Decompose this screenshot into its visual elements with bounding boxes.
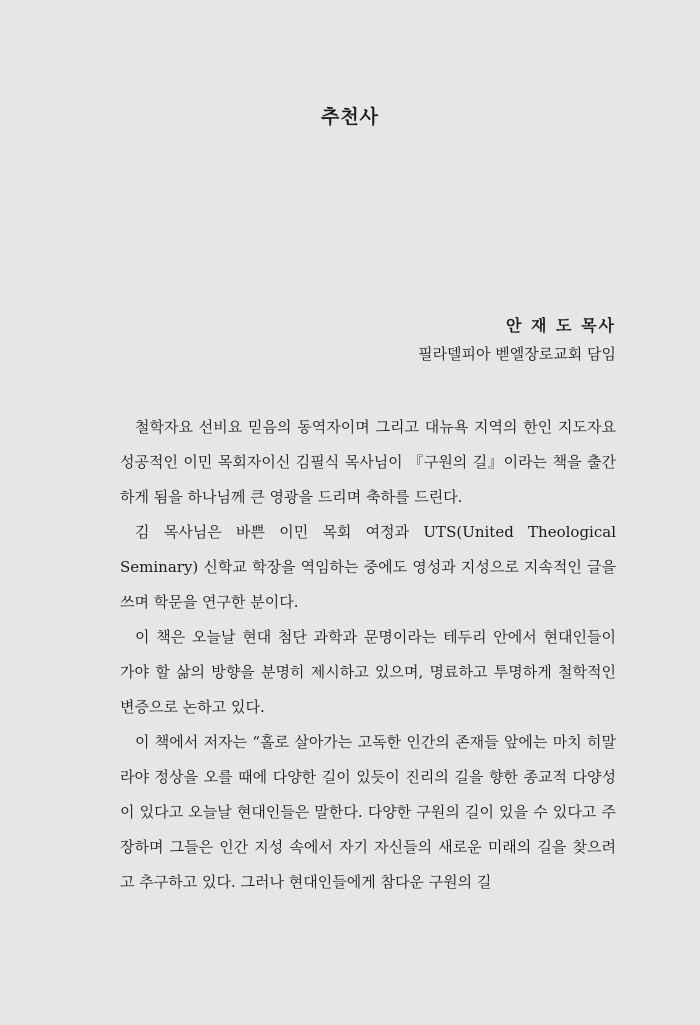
author-affiliation: 필라델피아 벧엘장로교회 담임	[418, 345, 616, 363]
paragraph: 철학자요 선비요 믿음의 동역자이며 그리고 대뉴욕 지역의 한인 지도자요 성공적인 이민 목회자이신 김필식 목사님이 『구원의 길』이라는 책을 출간하게 됨을 하나님께 큰 영광을 드리며 축하를 드린다.	[120, 418, 616, 506]
paragraph: 이 책은 오늘날 현대 첨단 과학과 문명이라는 테두리 안에서 현대인들이 가야 할 삶의 방향을 분명히 제시하고 있으며, 명료하고 투명하게 철학적인 변증으로 논하고 있다.	[120, 628, 616, 716]
paragraph: 김 목사님은 바쁜 이민 목회 여정과 UTS(United Theological Seminary) 신학교 학장을 역임하는 중에도 영성과 지성으로 지속적인 글을 쓰며 학문을 연구한 분이다.	[120, 523, 616, 611]
page-title: 추천사	[320, 106, 380, 128]
paragraph: 이 책에서 저자는 “홀로 살아가는 고독한 인간의 존재들 앞에는 마치 히말라야 정상을 오를 때에 다양한 길이 있듯이 진리의 길을 향한 종교적 다양성이 있다고 오늘날 현대인들은 말한다. 다양한 구원의 길이 있을 수 있다고 주장하며 그들은 인간 지성 속에서 자기 자신들의 새로운 미래의 길을 찾으려고 추구하고 있다. 그러나 현대인들에게 참다운 구원의 길	[120, 733, 616, 891]
author-name: 안 재 도 목사	[506, 316, 616, 335]
body-text	[120, 410, 616, 900]
